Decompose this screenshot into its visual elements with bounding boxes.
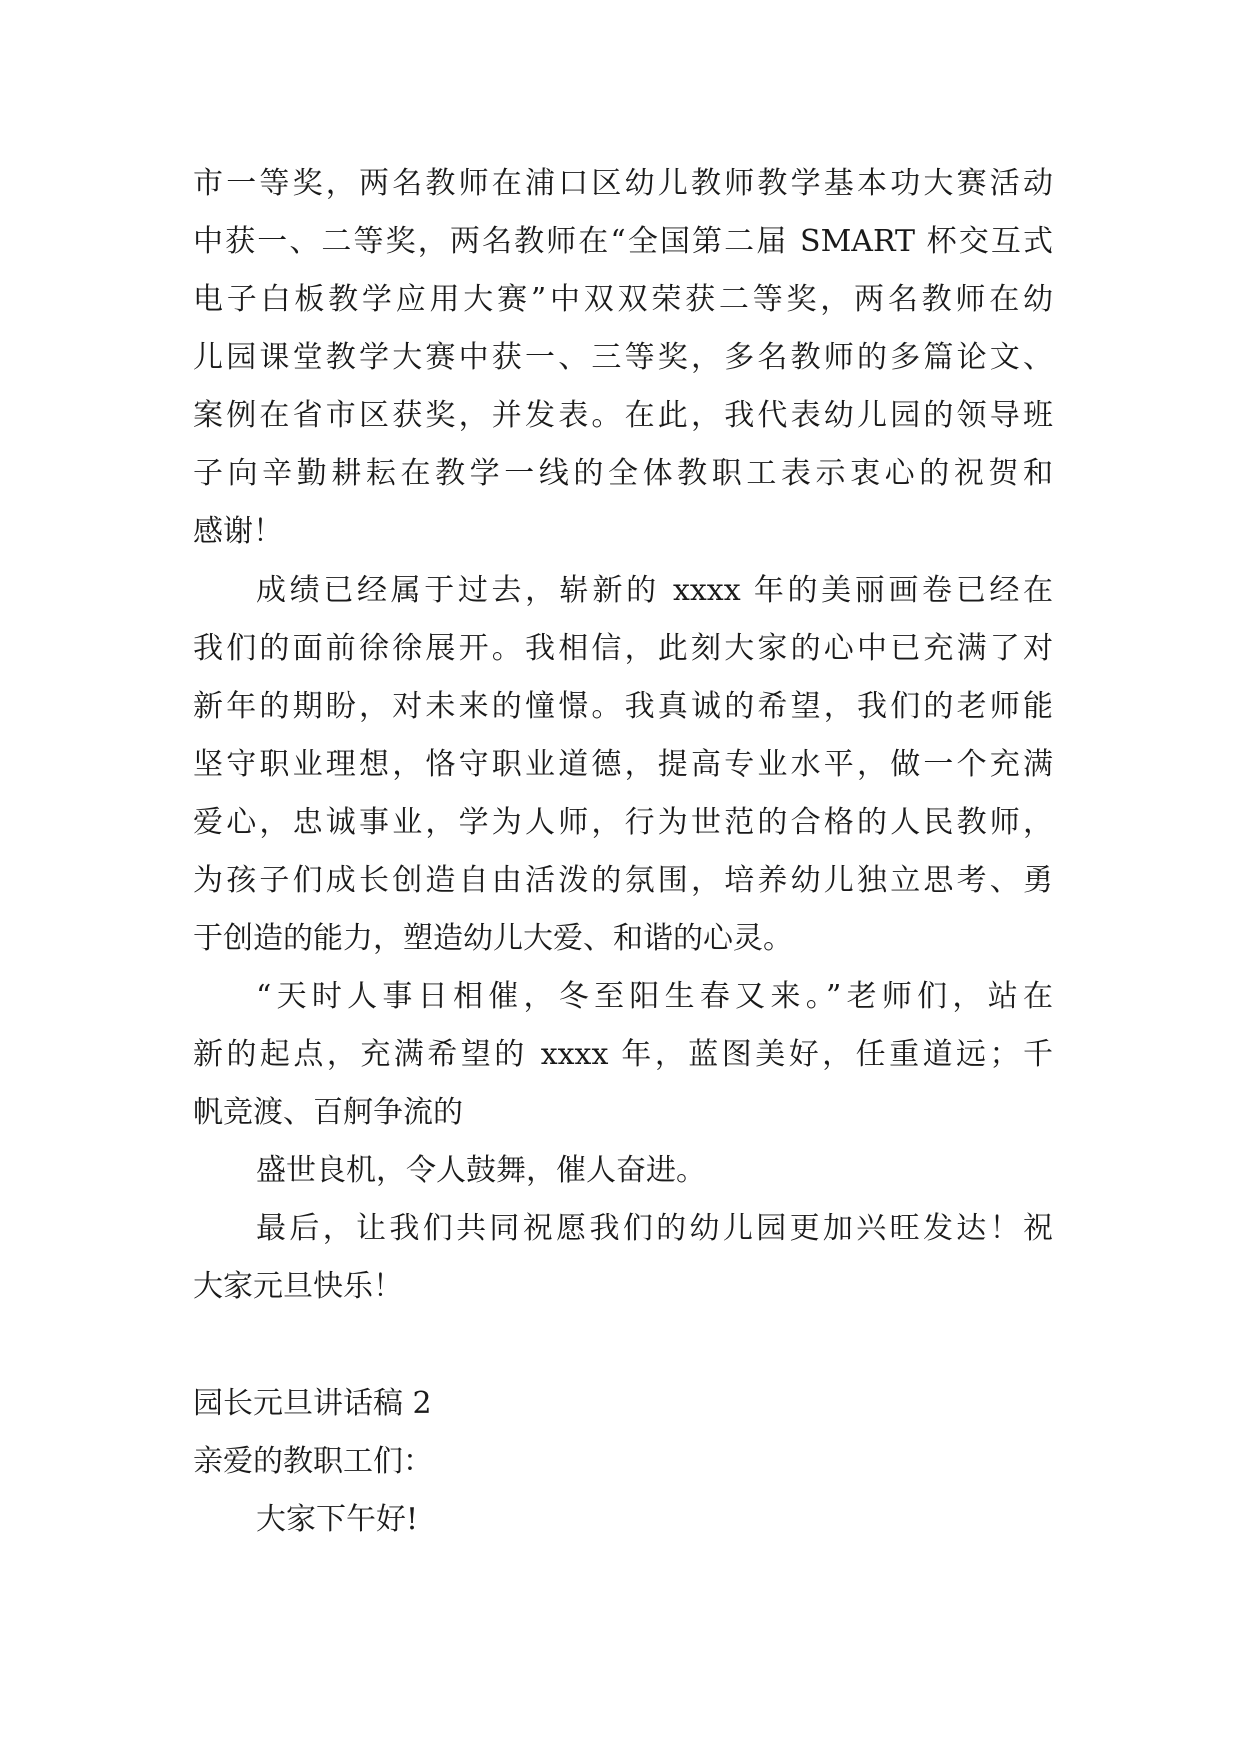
paragraph-2-line-7: 于创造的能力，塑造幼儿大爱、和谐的心灵。 xyxy=(193,921,793,956)
paragraph-3-line-2: 新的起点，充满希望的 xxxx 年，蓝图美好，任重道远；千 xyxy=(193,1037,1053,1072)
greeting: 大家下午好! xyxy=(256,1502,419,1537)
paragraph-1-line-2: 中获一、二等奖，两名教师在“全国第二届 SMART 杯交互式 xyxy=(193,224,1053,259)
paragraph-1-line-5: 案例在省市区获奖，并发表。在此，我代表幼儿园的领导班 xyxy=(193,398,1053,433)
paragraph-3-line-1: “天时人事日相催，冬至阳生春又来。”老师们，站在 xyxy=(256,979,1053,1014)
paragraph-5-line-2: 大家元旦快乐！ xyxy=(193,1269,403,1304)
paragraph-1-line-6: 子向辛勤耕耘在教学一线的全体教职工表示衷心的祝贺和 xyxy=(193,456,1053,491)
paragraph-2-line-1: 成绩已经属于过去，崭新的 xxxx 年的美丽画卷已经在 xyxy=(256,573,1053,608)
paragraph-2-line-5: 爱心，忠诚事业，学为人师，行为世范的合格的人民教师， xyxy=(193,805,1053,840)
paragraph-2-line-4: 坚守职业理想，恪守职业道德，提高专业水平，做一个充满 xyxy=(193,747,1053,782)
paragraph-1-line-7: 感谢！ xyxy=(193,514,283,549)
paragraph-5-line-1: 最后，让我们共同祝愿我们的幼儿园更加兴旺发达！祝 xyxy=(256,1211,1053,1246)
paragraph-1-line-1: 市一等奖，两名教师在浦口区幼儿教师教学基本功大赛活动 xyxy=(193,166,1053,201)
paragraph-2-line-3: 新年的期盼，对未来的憧憬。我真诚的希望，我们的老师能 xyxy=(193,689,1053,724)
paragraph-1-line-4: 儿园课堂教学大赛中获一、三等奖，多名教师的多篇论文、 xyxy=(193,340,1053,375)
paragraph-4-line-1: 盛世良机，令人鼓舞，催人奋进。 xyxy=(256,1153,706,1188)
paragraph-2-line-2: 我们的面前徐徐展开。我相信，此刻大家的心中已充满了对 xyxy=(193,631,1053,666)
paragraph-3-line-3: 帆竞渡、百舸争流的 xyxy=(193,1095,463,1130)
section-title: 园长元旦讲话稿 2 xyxy=(193,1386,432,1421)
paragraph-2-line-6: 为孩子们成长创造自由活泼的氛围，培养幼儿独立思考、勇 xyxy=(193,863,1053,898)
paragraph-1-line-3: 电子白板教学应用大赛”中双双荣获二等奖，两名教师在幼 xyxy=(193,282,1053,317)
salutation: 亲爱的教职工们： xyxy=(193,1444,433,1479)
